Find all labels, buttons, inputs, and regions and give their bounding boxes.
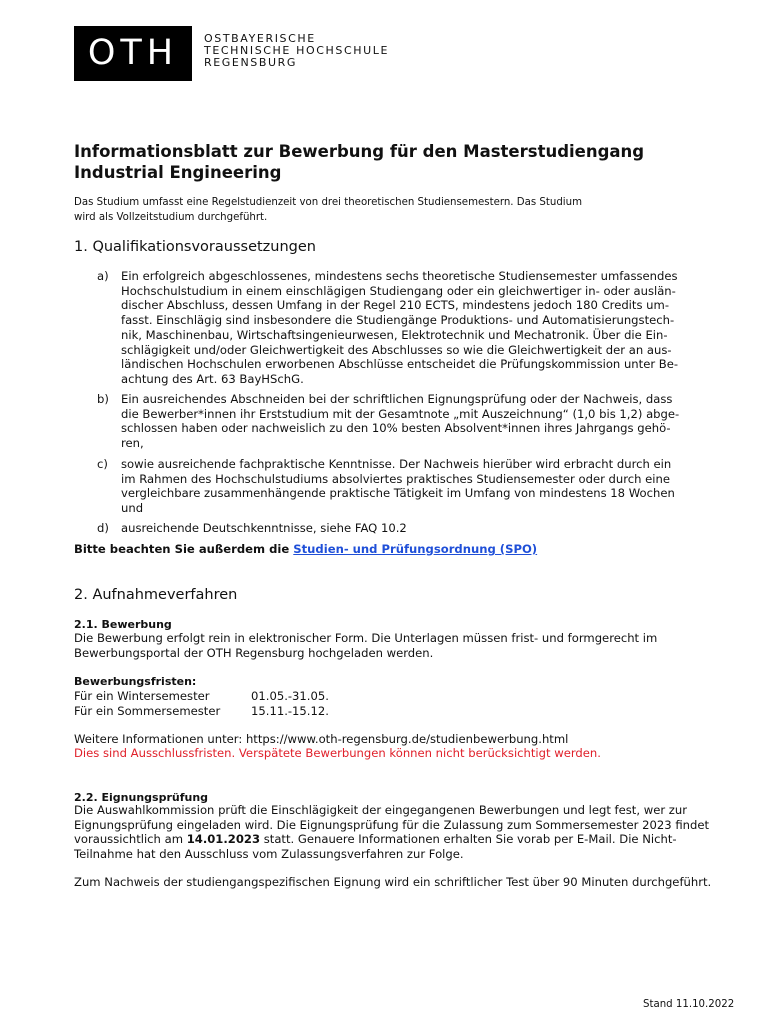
- paragraph-line: Die Auswahlkommission prüft die Einschlägigkeit der eingegangenen Bewerbungen und legt fest, wer zur: [74, 803, 687, 817]
- text-span: statt. Genauere Informationen erhalten Sie vorab per E-Mail. Die Nicht-: [260, 832, 677, 847]
- item-line: schlossen haben oder nachweislich zu den 10% besten Absolvent*innen ihres Jahrgangs gehö-: [121, 421, 671, 436]
- list-marker: d): [97, 521, 109, 535]
- paragraph-line: Die Bewerbung erfolgt rein in elektronischer Form. Die Unterlagen müssen frist- und formgerecht im: [74, 631, 658, 645]
- item-line: ländischen Hochschulen erworbenen Abschlüsse entscheidet die Prüfungskommission unter Be-: [121, 357, 679, 372]
- subsection-2-2-heading: 2.2. Eignungsprüfung: [74, 791, 209, 804]
- subsection-2-1-heading: 2.1. Bewerbung: [74, 618, 172, 631]
- deadline-value: 15.11.-15.12.: [251, 704, 329, 718]
- institution-line: REGENSBURG: [204, 56, 298, 69]
- section-2-heading: 2. Aufnahmeverfahren: [74, 587, 238, 603]
- list-marker: c): [97, 457, 108, 471]
- list-marker: b): [97, 392, 109, 406]
- requirement-item-b: [97, 392, 697, 452]
- document-title: [74, 141, 704, 183]
- intro-paragraph: [74, 195, 714, 225]
- oth-logo: [74, 26, 192, 81]
- title-line: Informationsblatt zur Bewerbung für den Masterstudiengang: [74, 142, 645, 161]
- item-line: vergleichbare zusammenhängende praktische Tätigkeit im Umfang von mindestens 18 Wochen: [121, 486, 675, 501]
- item-line: ren,: [121, 436, 144, 451]
- item-line: discher Abschluss, dessen Umfang in der Regel 210 ECTS, mindestens jedoch 180 Credits um-: [121, 298, 670, 313]
- item-line: Ein erfolgreich abgeschlossenes, mindestens sechs theoretische Studiensemester umfassendes: [121, 269, 678, 283]
- item-line: die Bewerber*innen ihr Erststudium mit der Gesamtnote „mit Auszeichnung“ (1,0 bis 1,2) abge-: [121, 406, 680, 421]
- requirement-item-c: [97, 457, 697, 517]
- item-line: Hochschulstudium in einem einschlägigen Studiengang oder ein gleichwertiger in- oder auslän-: [121, 283, 676, 298]
- requirement-item-d: [97, 521, 697, 537]
- item-line: sowie ausreichende fachpraktische Kenntnisse. Der Nachweis hierüber wird erbracht durch ein: [121, 457, 672, 471]
- logo-wordmark: OTH: [87, 33, 179, 73]
- item-line: im Rahmen des Hochschulstudiums absolviertes praktisches Studiensemester oder durch eine: [121, 471, 670, 486]
- test-note: Zum Nachweis der studiengangspezifischen Eignung wird ein schriftlicher Test über 90 Minuten durchgeführt.: [74, 875, 712, 889]
- institution-name: [204, 33, 389, 69]
- exclusion-warning: Dies sind Ausschlussfristen. Verspätete Bewerbungen können nicht berücksichtigt werden.: [74, 746, 601, 760]
- list-marker: a): [97, 269, 109, 283]
- more-info-line: Weitere Informationen unter: https://www.oth-regensburg.de/studienbewerbung.html: [74, 732, 569, 746]
- text-span: voraussichtlich am: [74, 832, 187, 847]
- item-line: und: [121, 501, 144, 516]
- deadline-label: Für ein Wintersemester: [74, 689, 210, 703]
- item-line: fasst. Einschlägig sind insbesondere die Studiengänge Produktions- und Automatisierungstech-: [121, 313, 675, 328]
- paragraph-line: Teilnahme hat den Ausschluss vom Zulassungsverfahren zur Folge.: [74, 847, 464, 862]
- deadline-label: Für ein Sommersemester: [74, 704, 221, 718]
- institution-line: TECHNISCHE HOCHSCHULE: [204, 44, 390, 57]
- exam-date: 14.01.2023: [186, 832, 261, 847]
- requirement-item-a: [97, 269, 697, 387]
- title-line: Industrial Engineering: [74, 163, 282, 182]
- intro-line: wird als Vollzeitstudium durchgeführt.: [74, 212, 268, 223]
- deadline-row: [74, 704, 474, 719]
- item-line: nik, Maschinenbau, Wirtschaftsingenieurwesen, Elektrotechnik und Mechatronik. Über die Ein-: [121, 327, 668, 342]
- spo-link[interactable]: Studien- und Prüfungsordnung (SPO): [293, 542, 538, 556]
- aptitude-paragraph: [74, 803, 744, 862]
- deadlines-heading: Bewerbungsfristen:: [74, 675, 197, 688]
- item-line: schlägigkeit und/oder Gleichwertigkeit des Abschlusses so wie die Gleichwertigkeit der an aus-: [121, 342, 672, 357]
- paragraph-line: Eignungsprüfung eingeladen wird. Die Eignungsprüfung für die Zulassung zum Sommersemester 2023 findet: [74, 817, 710, 832]
- item-line: Ein ausreichendes Abschneiden bei der schriftlichen Eignungsprüfung oder der Nachweis, dass: [121, 392, 673, 406]
- section-1-heading: 1. Qualifikationsvoraussetzungen: [74, 239, 316, 255]
- spo-note-text: Bitte beachten Sie außerdem die: [74, 542, 294, 556]
- spo-note: [74, 542, 537, 557]
- deadline-value: 01.05.-31.05.: [251, 689, 329, 703]
- document-date: Stand 11.10.2022: [643, 999, 735, 1010]
- item-line: ausreichende Deutschkenntnisse, siehe FAQ 10.2: [121, 521, 407, 535]
- application-paragraph: [74, 631, 734, 660]
- institution-line: OSTBAYERISCHE: [204, 32, 316, 45]
- item-line: achtung des Art. 63 BayHSchG.: [121, 371, 304, 386]
- deadline-row: [74, 689, 474, 704]
- paragraph-line: [74, 832, 744, 847]
- paragraph-line: Bewerbungsportal der OTH Regensburg hochgeladen werden.: [74, 645, 434, 660]
- deadlines-table: [74, 689, 474, 719]
- intro-line: Das Studium umfasst eine Regelstudienzeit von drei theoretischen Studiensemestern. Das Studium: [74, 197, 583, 208]
